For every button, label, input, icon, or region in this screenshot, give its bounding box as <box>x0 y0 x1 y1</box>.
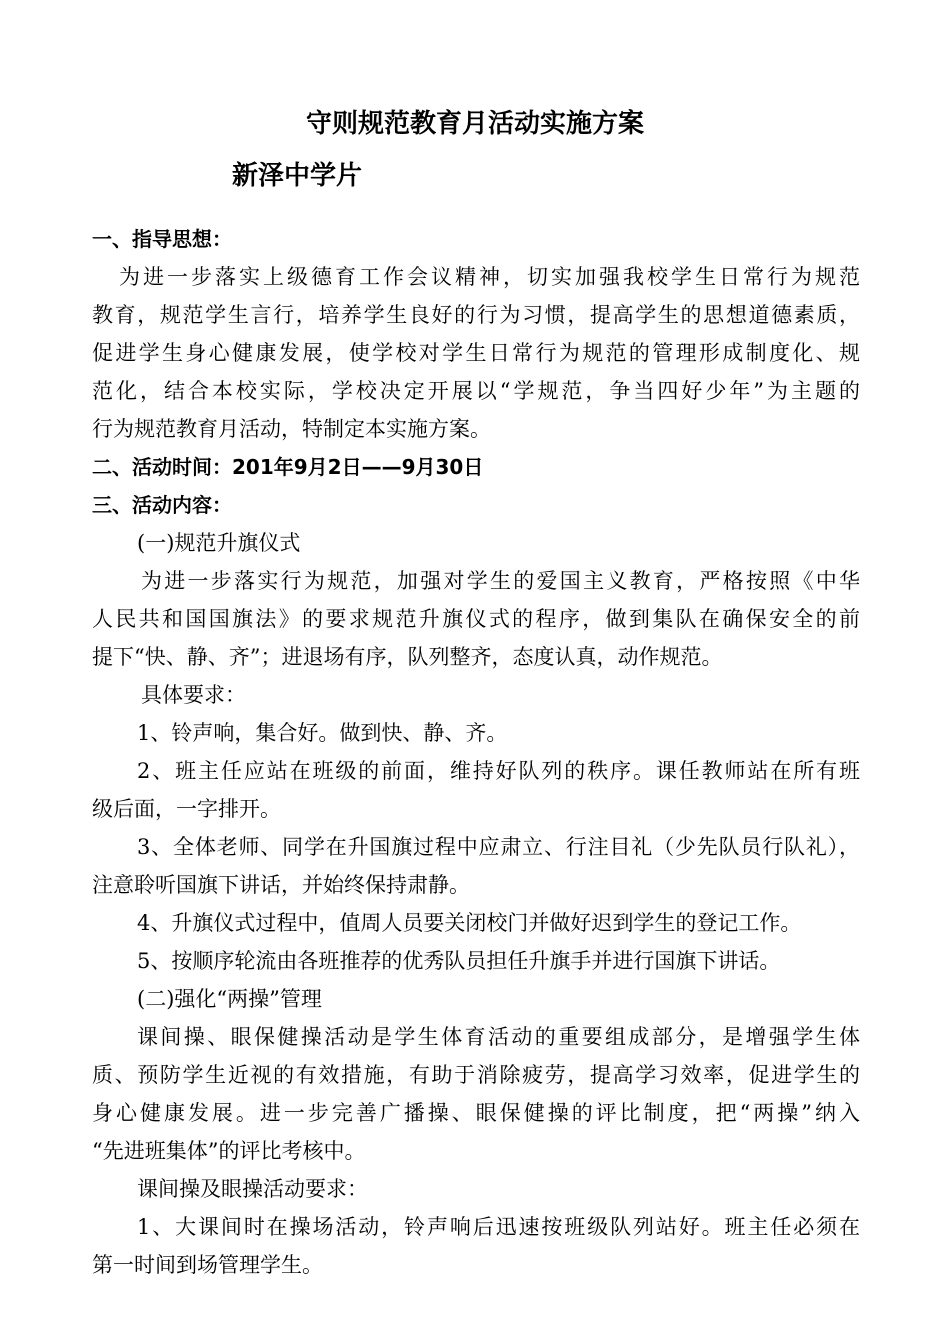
list-item: 2、班主任应站在班级的前面，维持好队列的秩序。课任教师站在所有班 <box>137 759 860 783</box>
list-item: 1、铃声响，集合好。做到快、静、齐。 <box>137 721 508 745</box>
paragraph-line: 促进学生身心健康发展，使学校对学生日常行为规范的管理形成制度化、规 <box>92 341 860 365</box>
paragraph-line: 行为规范教育月活动，特制定本实施方案。 <box>92 417 491 441</box>
document-title: 守则规范教育月活动实施方案 <box>305 109 644 139</box>
paragraph-line: 提下“快、静、齐”；进退场有序，队列整齐，态度认真，动作规范。 <box>92 645 723 669</box>
paragraph-line: 为进一步落实上级德育工作会议精神，切实加强我校学生日常行为规范 <box>119 265 860 289</box>
requirements-label: 具体要求： <box>141 683 246 707</box>
document-body <box>92 220 860 1284</box>
list-item: 3、全体老师、同学在升国旗过程中应肃立、行注目礼（少先队员行队礼）， <box>137 835 860 859</box>
subsection-heading-two-exercises: (二)强化“两操”管理 <box>137 987 322 1011</box>
requirements-label: 课间操及眼操活动要求： <box>137 1177 368 1201</box>
list-item-continuation: 注意聆听国旗下讲话，并始终保持肃静。 <box>92 873 470 897</box>
list-item: 1、大课间时在操场活动，铃声响后迅速按班级队列站好。班主任必须在 <box>137 1215 860 1239</box>
paragraph-line: 范化，结合本校实际，学校决定开展以“学规范，争当四好少年”为主题的 <box>92 379 860 403</box>
section-heading-activity-content: 三、活动内容： <box>92 493 232 517</box>
paragraph-line: 人民共和国国旗法》的要求规范升旗仪式的程序，做到集队在确保安全的前 <box>92 607 860 631</box>
paragraph-line: 课间操、眼保健操活动是学生体育活动的重要组成部分，是增强学生体 <box>137 1025 860 1049</box>
paragraph-line: “先进班集体”的评比考核中。 <box>92 1139 366 1163</box>
paragraph-line: 身心健康发展。进一步完善广播操、眼保健操的评比制度，把“两操”纳入 <box>92 1101 860 1125</box>
paragraph-line: 教育，规范学生言行，培养学生良好的行为习惯，提高学生的思想道德素质， <box>92 303 860 327</box>
section-heading-activity-time: 二、活动时间：201年9月2日——9月30日 <box>92 455 484 479</box>
section-heading-guiding-thought: 一、指导思想： <box>92 227 232 251</box>
list-item-continuation: 级后面，一字排开。 <box>92 797 281 821</box>
list-item-continuation: 第一时间到场管理学生。 <box>92 1253 323 1277</box>
subsection-heading-flag-raising: (一)规范升旗仪式 <box>137 531 301 555</box>
document-subtitle: 新泽中学片 <box>232 161 363 191</box>
paragraph-line: 质、预防学生近视的有效措施，有助于消除疲劳，提高学习效率，促进学生的 <box>92 1063 860 1087</box>
list-item: 5、按顺序轮流由各班推荐的优秀队员担任升旗手并进行国旗下讲话。 <box>137 949 781 973</box>
list-item: 4、升旗仪式过程中，值周人员要关闭校门并做好迟到学生的登记工作。 <box>137 911 802 935</box>
paragraph-line: 为进一步落实行为规范，加强对学生的爱国主义教育，严格按照《中华 <box>141 569 860 593</box>
